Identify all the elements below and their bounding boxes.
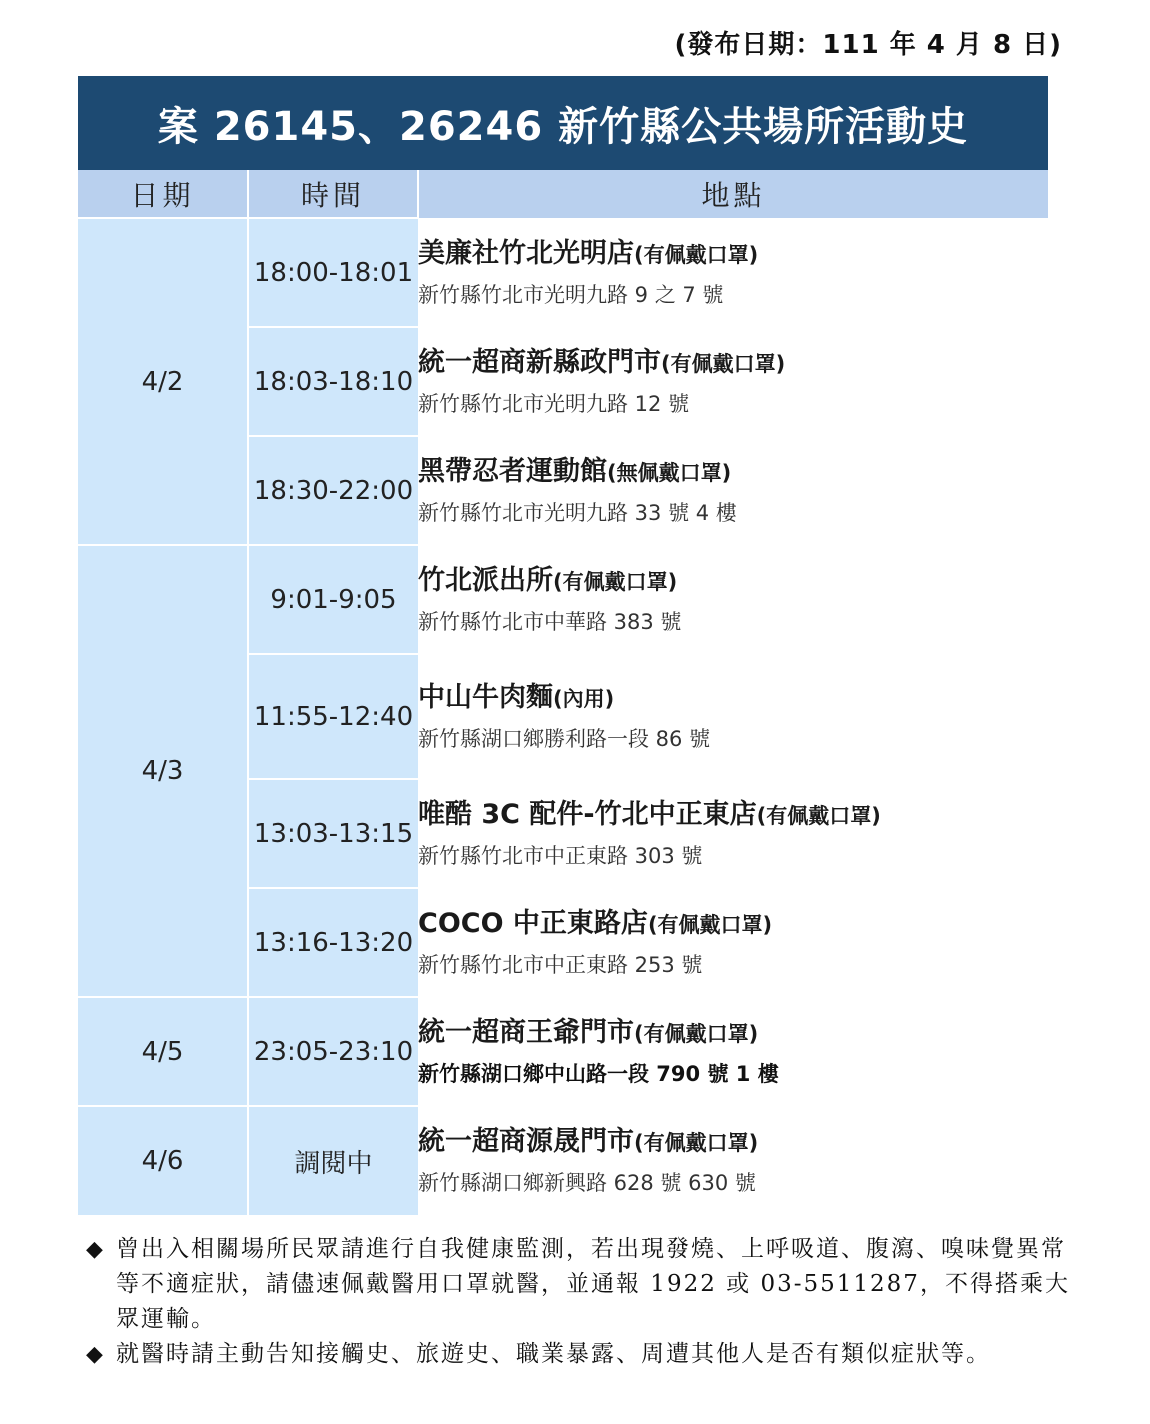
place-cell (418, 654, 1048, 779)
place-cell (418, 888, 1048, 997)
advisory-notes (86, 1232, 1076, 1372)
date-cell: 4/2 (78, 218, 248, 545)
place-address: 新竹縣竹北市光明九路 12 號 (418, 392, 690, 416)
publish-date: (發布日期：111 年 4 月 8 日) (674, 30, 1062, 60)
place-name: 統一超商源晟門市 (418, 1126, 634, 1157)
header-place: 地點 (418, 170, 1048, 218)
place-cell (418, 997, 1048, 1106)
place-cell (418, 327, 1048, 436)
place-name: 唯酷 3C 配件-竹北中正東店 (418, 799, 757, 830)
place-address: 新竹縣湖口鄉勝利路一段 86 號 (418, 727, 711, 751)
dine-in-note: (內用) (553, 687, 615, 711)
diamond-bullet-icon: ◆ (86, 1237, 105, 1262)
place-name-line (418, 346, 1048, 381)
date-cell: 4/5 (78, 997, 248, 1106)
mask-note: (無佩戴口罩) (607, 461, 732, 485)
place-name: 美廉社竹北光明店 (418, 238, 634, 269)
place-address: 新竹縣竹北市光明九路 33 號 4 樓 (418, 501, 737, 525)
table-row (78, 218, 1048, 327)
place-cell (418, 436, 1048, 545)
diamond-bullet-icon: ◆ (86, 1342, 105, 1367)
mask-note: (有佩戴口罩) (661, 352, 786, 376)
date-cell: 4/6 (78, 1106, 248, 1215)
advisory-note (86, 1232, 1076, 1337)
time-cell: 11:55-12:40 (248, 654, 418, 779)
place-cell (418, 779, 1048, 888)
table-row (78, 1106, 1048, 1215)
place-name-line (418, 1125, 1048, 1160)
mask-note: (有佩戴口罩) (634, 1022, 759, 1046)
place-name: 統一超商新縣政門市 (418, 347, 661, 378)
place-name: 統一超商王爺門市 (418, 1017, 634, 1048)
place-name-line (418, 681, 1048, 716)
time-cell: 9:01-9:05 (248, 545, 418, 654)
header-time: 時間 (248, 170, 418, 218)
place-name: COCO 中正東路店 (418, 908, 648, 939)
place-address: 新竹縣竹北市中正東路 253 號 (418, 953, 703, 977)
advisory-note-text: 就醫時請主動告知接觸史、旅遊史、職業暴露、周遭其他人是否有類似症狀等。 (116, 1341, 991, 1367)
time-cell: 13:03-13:15 (248, 779, 418, 888)
mask-note: (有佩戴口罩) (634, 243, 759, 267)
place-name: 中山牛肉麵 (418, 682, 553, 713)
place-address: 新竹縣湖口鄉中山路一段 790 號 1 樓 (418, 1062, 779, 1086)
header-date: 日期 (78, 170, 248, 218)
mask-note: (有佩戴口罩) (553, 570, 678, 594)
place-cell (418, 1106, 1048, 1215)
place-name-line (418, 1016, 1048, 1051)
place-address: 新竹縣湖口鄉新興路 628 號 630 號 (418, 1171, 756, 1195)
mask-note: (有佩戴口罩) (756, 804, 881, 828)
place-name-line (418, 237, 1048, 272)
advisory-note-text: 曾出入相關場所民眾請進行自我健康監測，若出現發燒、上呼吸道、腹瀉、嗅味覺異常等不適症狀，請儘速佩戴醫用口罩就醫，並通報 1922 或 03-5511287，不得搭乘大眾運輸。 (116, 1236, 1070, 1332)
table-row (78, 997, 1048, 1106)
place-name-line (418, 564, 1048, 599)
time-cell: 13:16-13:20 (248, 888, 418, 997)
place-name: 竹北派出所 (418, 565, 553, 596)
table-header-row (78, 170, 1048, 218)
activity-table (78, 170, 1048, 1215)
time-cell: 23:05-23:10 (248, 997, 418, 1106)
time-cell: 18:30-22:00 (248, 436, 418, 545)
date-cell: 4/3 (78, 545, 248, 997)
place-address: 新竹縣竹北市中正東路 303 號 (418, 844, 703, 868)
advisory-note (86, 1337, 1076, 1372)
place-name-line (418, 455, 1048, 490)
mask-note: (有佩戴口罩) (647, 913, 773, 937)
mask-note: (有佩戴口罩) (634, 1131, 759, 1155)
place-address: 新竹縣竹北市中華路 383 號 (418, 610, 682, 634)
time-cell: 18:00-18:01 (248, 218, 418, 327)
place-cell (418, 545, 1048, 654)
place-cell (418, 218, 1048, 327)
place-name-line (418, 798, 1048, 833)
time-cell: 調閱中 (248, 1106, 418, 1215)
page-title: 案 26145、26246 新竹縣公共場所活動史 (78, 76, 1048, 170)
place-address: 新竹縣竹北市光明九路 9 之 7 號 (418, 283, 724, 307)
time-cell: 18:03-18:10 (248, 327, 418, 436)
table-row (78, 545, 1048, 654)
place-name-line (418, 907, 1048, 942)
place-name: 黑帶忍者運動館 (418, 456, 607, 487)
